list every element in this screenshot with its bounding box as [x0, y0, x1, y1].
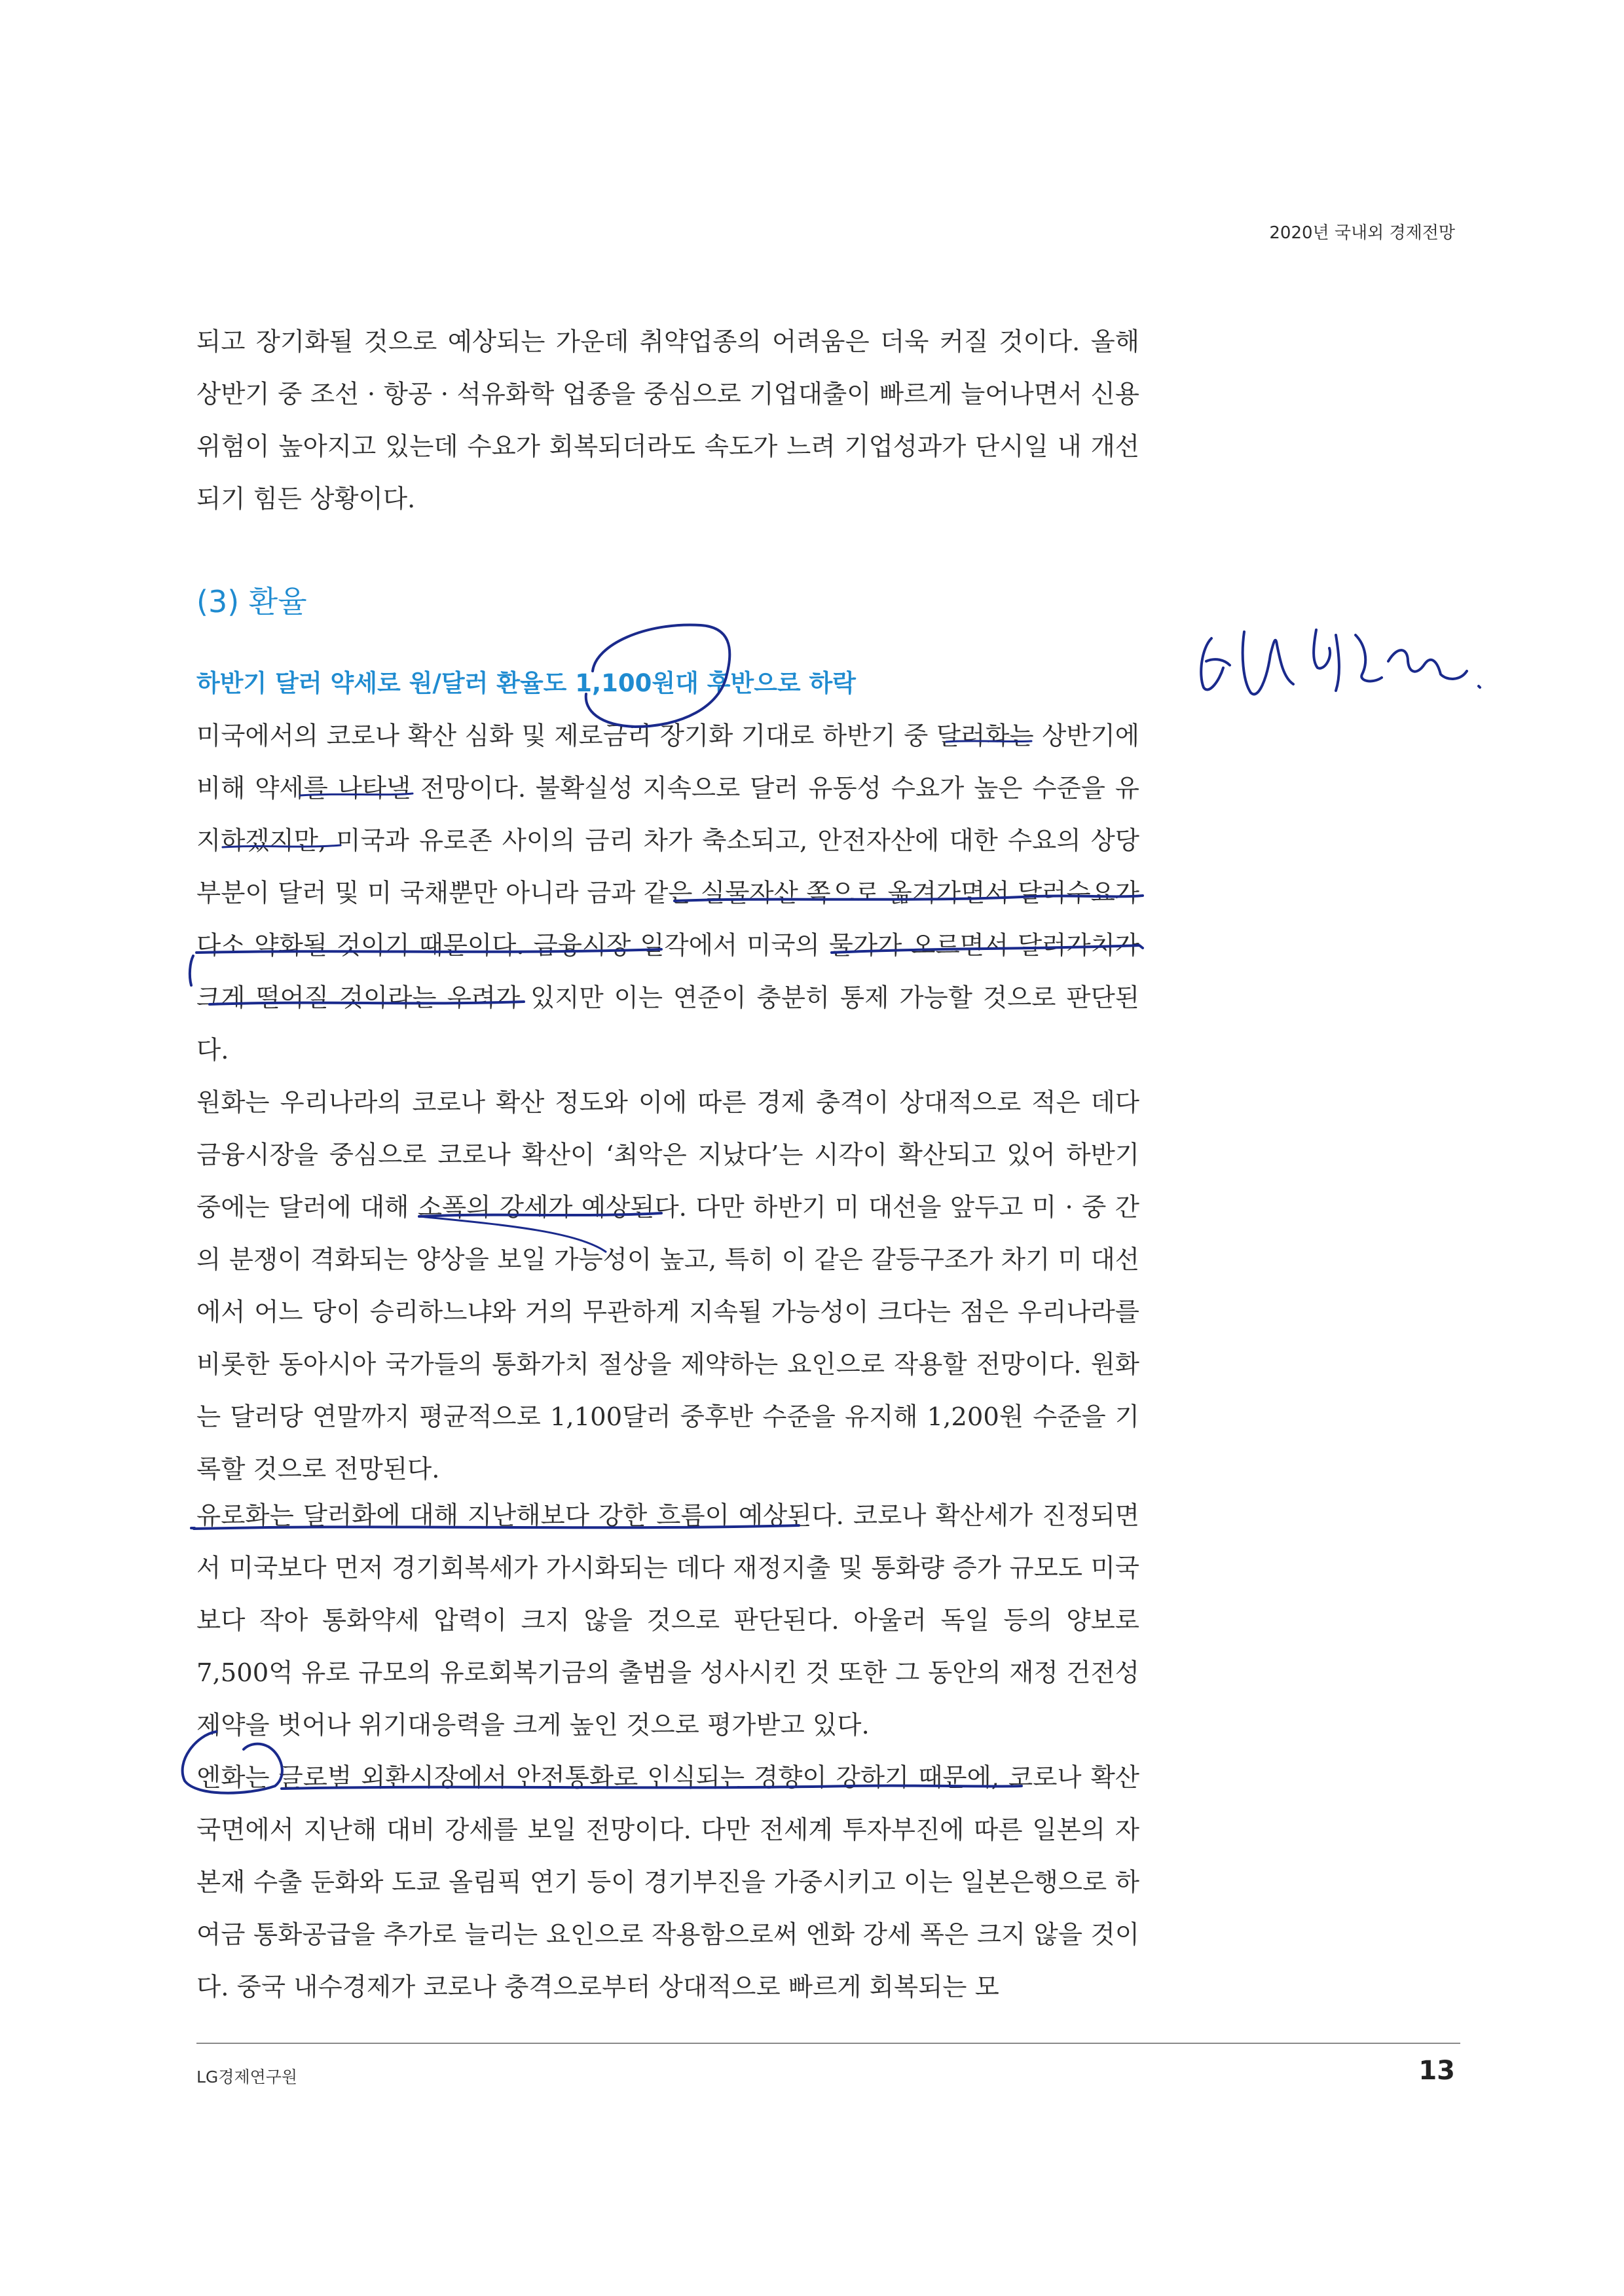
paragraph-euro: 유로화는 달러화에 대해 지난해보다 강한 흐름이 예상된다. 코로나 확산세가 진정되면서 미국보다 먼저 경기회복세가 가시화되는 데다 재정지출 및 통화량 증가 규모도 미국보다 작아 통화약세 압력이 크지 않을 것으로 판단된다. 아울러 독일 등의 양보로 7,500억 유로 규모의 유로회복기금의 출범을 성사시킨 것 또한 그 동안의 재정 건전성 제약을 벗어나 위기대응력을 크게 높인 것으로 평가받고 있다. [196, 1501, 1139, 1740]
page-number: 13 [1418, 2056, 1455, 2086]
ink-bracket-dollar-value [190, 956, 193, 985]
paragraph-dollar: 미국에서의 코로나 확산 심화 및 제로금리 장기화 기대로 하반기 중 달러화는 상반기에 비해 약세를 나타낼 전망이다. 불확실성 지속으로 달러 유동성 수요가 높은 수준을 유지하겠지만, 미국과 유로존 사이의 금리 차가 축소되고, 안전자산에 대한 수요의 상당 부분이 달러 및 미 국채뿐만 아니라 금과 같은 실물자산 쪽으로 옮겨가면서 달러수요가 다소 약화될 것이기 때문이다. 금융시장 일각에서 미국의 물가가 오르면서 달러가치가 크게 떨어질 것이라는 우려가 있지만 이는 연준이 충분히 통제 가능할 것으로 판단된다. [196, 721, 1139, 1065]
handwritten-signature [1201, 630, 1480, 694]
paragraph-yen: 엔화는 글로벌 외환시장에서 안전통화로 인식되는 경향이 강하기 때문에, 코로나 확산 국면에서 지난해 대비 강세를 보일 전망이다. 다만 전세계 투자부진에 따른 일본의 자본재 수출 둔화와 도쿄 올림픽 연기 등이 경기부진을 가중시키고 이는 일본은행으로 하여금 통화공급을 추가로 늘리는 요인으로 작용함으로써 엔화 강세 폭은 크지 않을 것이다. 중국 내수경제가 코로나 충격으로부터 상대적으로 빠르게 회복되는 모 [196, 1763, 1139, 2002]
running-header: 2020년 국내외 경제전망 [1269, 223, 1455, 243]
footer-organization: LG경제연구원 [196, 2068, 298, 2086]
sub-heading: 하반기 달러 약세로 원/달러 환율도 1,100원대 후반으로 하락 [196, 669, 857, 697]
intro-paragraph: 되고 장기화될 것으로 예상되는 가운데 취약업종의 어려움은 더욱 커질 것이다. 올해 상반기 중 조선 · 항공 · 석유화학 업종을 중심으로 기업대출이 빠르게 늘어나면서 신용위험이 높아지고 있는데 수요가 회복되더라도 속도가 느려 기업성과가 단시일 내 개선되기 힘든 상황이다. [196, 327, 1139, 514]
section-title: (3) 환율 [196, 584, 307, 619]
footer-divider [196, 2043, 1460, 2044]
paragraph-won: 원화는 우리나라의 코로나 확산 정도와 이에 따른 경제 충격이 상대적으로 적은 데다 금융시장을 중심으로 코로나 확산이 ‘최악은 지났다’는 시각이 확산되고 있어 하반기 중에는 달러에 대해 소폭의 강세가 예상된다. 다만 하반기 미 대선을 앞두고 미 · 중 간의 분쟁이 격화되는 양상을 보일 가능성이 높고, 특히 이 같은 갈등구조가 차기 미 대선에서 어느 당이 승리하느냐와 거의 무관하게 지속될 가능성이 크다는 점은 우리나라를 비롯한 동아시아 국가들의 통화가치 절상을 제약하는 요인으로 작용할 전망이다. 원화는 달러당 연말까지 평균적으로 1,100달러 중후반 수준을 유지해 1,200원 수준을 기록할 것으로 전망된다. [196, 1088, 1139, 1484]
